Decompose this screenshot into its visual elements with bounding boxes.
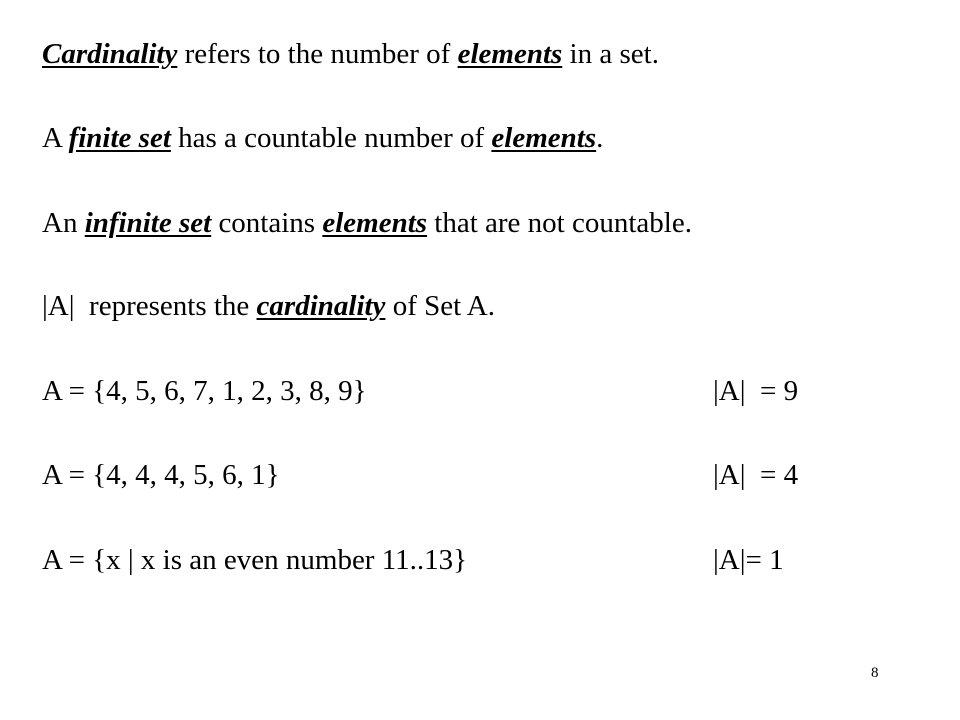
example-row xyxy=(42,546,467,575)
text-fragment: in a set. xyxy=(562,38,659,70)
example-cardinality: |A|= 1 xyxy=(713,544,784,576)
definition-finite-set xyxy=(42,124,603,153)
definition-infinite-set xyxy=(42,209,692,238)
term-finite-set: finite set xyxy=(68,122,171,154)
text-fragment: contains xyxy=(211,207,323,239)
text-fragment: refers to the number of xyxy=(177,38,458,70)
example-row xyxy=(42,461,280,490)
text-fragment: that are not countable. xyxy=(427,207,692,239)
text-fragment: A xyxy=(42,122,69,154)
example-cardinality: |A| = 4 xyxy=(713,459,799,491)
term-elements: elements xyxy=(322,207,428,239)
notation-cardinality xyxy=(42,292,495,321)
term-elements: elements xyxy=(491,122,597,154)
example-set: A = {4, 5, 6, 7, 1, 2, 3, 8, 9} xyxy=(42,375,367,407)
text-fragment: |A| represents the xyxy=(42,290,257,322)
example-row xyxy=(42,377,367,406)
text-fragment: of Set A. xyxy=(385,290,495,322)
text-fragment: An xyxy=(42,207,85,239)
term-cardinality: Cardinality xyxy=(42,38,178,70)
example-cardinality: |A| = 9 xyxy=(713,375,799,407)
term-cardinality: cardinality xyxy=(256,290,386,322)
page-number: 8 xyxy=(871,665,879,681)
example-set: A = {4, 4, 4, 5, 6, 1} xyxy=(42,459,280,491)
definition-cardinality xyxy=(42,40,659,69)
example-set: A = {x | x is an even number 11..13} xyxy=(42,544,468,576)
term-infinite-set: infinite set xyxy=(84,207,212,239)
text-fragment: . xyxy=(596,122,604,154)
term-elements: elements xyxy=(457,38,563,70)
text-fragment: has a countable number of xyxy=(170,122,492,154)
